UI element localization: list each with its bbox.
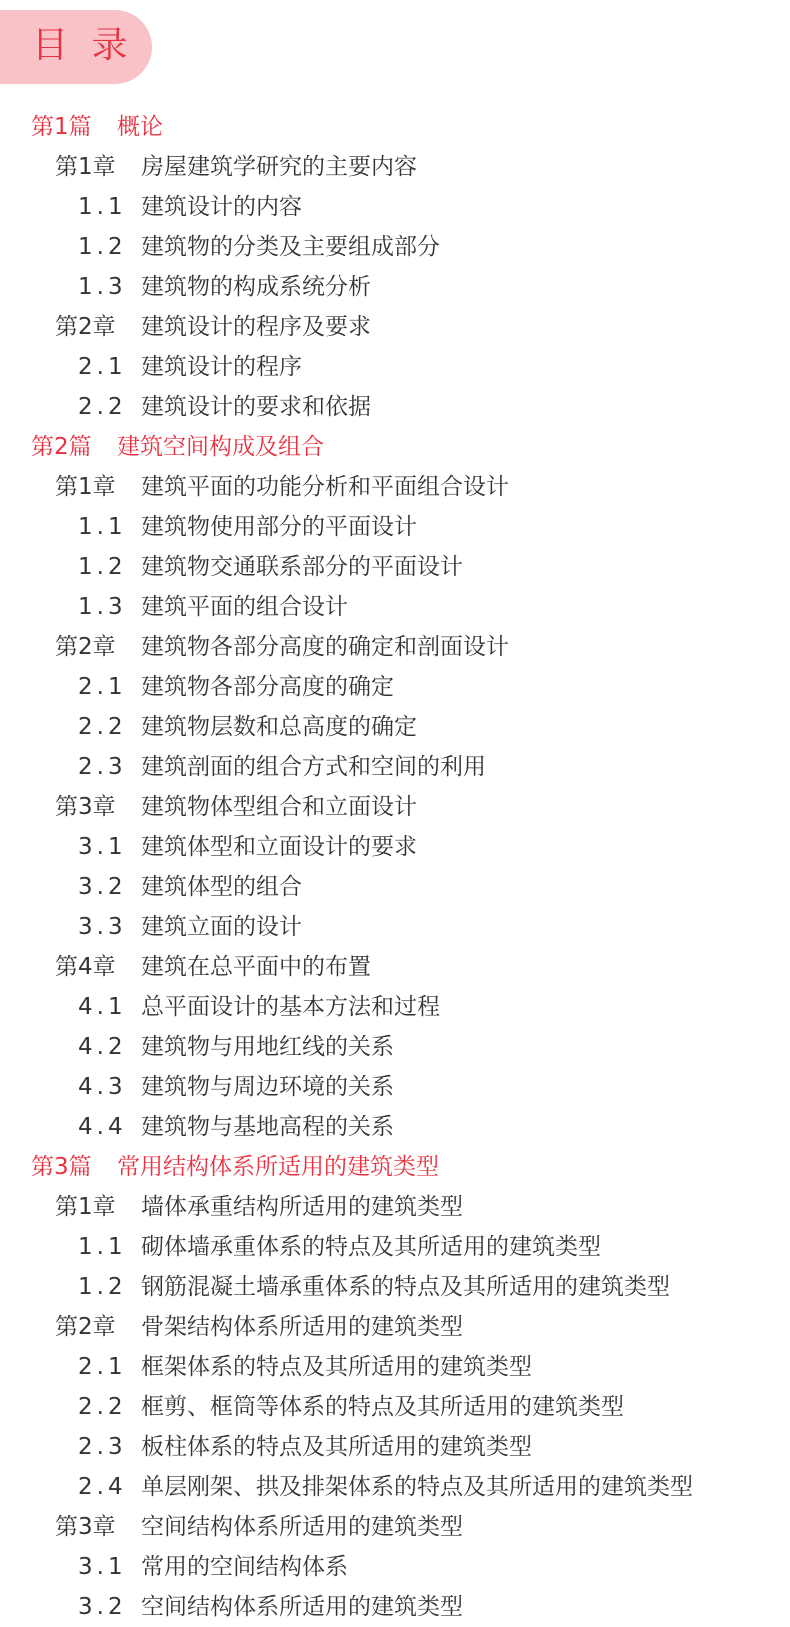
toc-entry-number: 第2章 (55, 1314, 116, 1340)
toc-entry-number: 1.2 (78, 234, 127, 260)
toc-section-entry[interactable] (0, 227, 790, 267)
toc-entry-number: 3.1 (78, 1554, 127, 1580)
toc-section-entry[interactable] (0, 827, 790, 867)
toc-section-entry[interactable] (0, 667, 790, 707)
toc-section-entry[interactable] (0, 1587, 790, 1627)
toc-entry-title: 建筑平面的功能分析和平面组合设计 (141, 474, 509, 500)
toc-section-entry[interactable] (0, 867, 790, 907)
toc-entry-title: 建筑立面的设计 (141, 914, 302, 940)
toc-entry-number: 第3章 (55, 794, 116, 820)
toc-entry-number: 2.3 (78, 754, 127, 780)
toc-entry-number: 第1篇 (31, 114, 92, 140)
toc-section-entry[interactable] (0, 347, 790, 387)
toc-chapter-entry[interactable] (0, 627, 790, 667)
toc-entry-title: 建筑设计的内容 (141, 194, 302, 220)
toc-entry-title: 建筑设计的程序 (141, 354, 302, 380)
toc-entry-title: 建筑物层数和总高度的确定 (141, 714, 417, 740)
toc-entry-title: 框剪、框筒等体系的特点及其所适用的建筑类型 (141, 1394, 624, 1420)
toc-section-entry[interactable] (0, 1227, 790, 1267)
toc-entry-title: 建筑物与用地红线的关系 (141, 1034, 394, 1060)
toc-part-entry[interactable] (0, 1147, 790, 1187)
toc-section-entry[interactable] (0, 707, 790, 747)
toc-entry-number: 第2篇 (31, 434, 92, 460)
toc-entry-title: 建筑物与周边环境的关系 (141, 1074, 394, 1100)
toc-entry-number: 1.2 (78, 1274, 127, 1300)
toc-section-entry[interactable] (0, 1027, 790, 1067)
toc-entry-title: 建筑物各部分高度的确定和剖面设计 (141, 634, 509, 660)
toc-part-entry[interactable] (0, 107, 790, 147)
toc-entry-number: 第3篇 (31, 1154, 92, 1180)
toc-entry-title: 建筑体型和立面设计的要求 (141, 834, 417, 860)
toc-entry-title: 常用的空间结构体系 (141, 1554, 348, 1580)
toc-section-entry[interactable] (0, 1467, 790, 1507)
toc-section-entry[interactable] (0, 1067, 790, 1107)
toc-entry-number: 1.2 (78, 554, 127, 580)
toc-section-entry[interactable] (0, 1347, 790, 1387)
toc-entry-number: 第3章 (55, 1514, 116, 1540)
toc-entry-title: 建筑物各部分高度的确定 (141, 674, 394, 700)
toc-section-entry[interactable] (0, 907, 790, 947)
toc-part-entry[interactable] (0, 427, 790, 467)
toc-chapter-entry[interactable] (0, 307, 790, 347)
toc-entry-number: 第2章 (55, 314, 116, 340)
toc-section-entry[interactable] (0, 1427, 790, 1467)
toc-section-entry[interactable] (0, 1547, 790, 1587)
toc-chapter-entry[interactable] (0, 147, 790, 187)
toc-entry-number: 4.2 (78, 1034, 127, 1060)
toc-entry-title: 骨架结构体系所适用的建筑类型 (141, 1314, 463, 1340)
toc-entry-title: 砌体墙承重体系的特点及其所适用的建筑类型 (141, 1234, 601, 1260)
toc-entry-number: 1.3 (78, 594, 127, 620)
toc-entry-title: 建筑空间构成及组合 (117, 434, 324, 460)
toc-entry-number: 第4章 (55, 954, 116, 980)
toc-entry-number: 3.3 (78, 914, 127, 940)
toc-section-entry[interactable] (0, 587, 790, 627)
toc-entry-number: 3.2 (78, 1594, 127, 1620)
toc-entry-title: 房屋建筑学研究的主要内容 (141, 154, 417, 180)
toc-entry-title: 单层刚架、拱及排架体系的特点及其所适用的建筑类型 (141, 1474, 693, 1500)
toc-entry-number: 4.3 (78, 1074, 127, 1100)
toc-entry-number: 4.1 (78, 994, 127, 1020)
toc-section-entry[interactable] (0, 187, 790, 227)
toc-entry-number: 2.2 (78, 1394, 127, 1420)
toc-chapter-entry[interactable] (0, 1307, 790, 1347)
toc-entry-title: 建筑体型的组合 (141, 874, 302, 900)
toc-entry-number: 2.4 (78, 1474, 127, 1500)
toc-entry-number: 2.1 (78, 354, 127, 380)
toc-entry-title: 建筑在总平面中的布置 (141, 954, 371, 980)
toc-entry-number: 2.1 (78, 674, 127, 700)
toc-entry-title: 建筑设计的程序及要求 (141, 314, 371, 340)
toc-entry-title: 建筑物的分类及主要组成部分 (141, 234, 440, 260)
toc-entry-title: 建筑剖面的组合方式和空间的利用 (141, 754, 486, 780)
toc-entry-number: 1.1 (78, 514, 127, 540)
toc-section-entry[interactable] (0, 507, 790, 547)
toc-entry-number: 第1章 (55, 1194, 116, 1220)
toc-entry-title: 建筑物与基地高程的关系 (141, 1114, 394, 1140)
toc-entry-number: 2.2 (78, 714, 127, 740)
toc-entry-title: 空间结构体系所适用的建筑类型 (141, 1514, 463, 1540)
toc-entry-title: 总平面设计的基本方法和过程 (141, 994, 440, 1020)
toc-entry-number: 3.1 (78, 834, 127, 860)
toc-heading: 目 录 (32, 25, 134, 66)
toc-entry-title: 概论 (117, 114, 163, 140)
toc-entry-title: 框架体系的特点及其所适用的建筑类型 (141, 1354, 532, 1380)
toc-section-entry[interactable] (0, 747, 790, 787)
toc-chapter-entry[interactable] (0, 467, 790, 507)
toc-entry-number: 1.1 (78, 194, 127, 220)
toc-entry-title: 空间结构体系所适用的建筑类型 (141, 1594, 463, 1620)
toc-entry-number: 2.2 (78, 394, 127, 420)
toc-chapter-entry[interactable] (0, 947, 790, 987)
toc-chapter-entry[interactable] (0, 1507, 790, 1547)
toc-entry-number: 4.4 (78, 1114, 127, 1140)
toc-entry-number: 1.3 (78, 274, 127, 300)
toc-chapter-entry[interactable] (0, 787, 790, 827)
toc-entry-title: 建筑物的构成系统分析 (141, 274, 371, 300)
toc-entry-number: 1.1 (78, 1234, 127, 1260)
toc-section-entry[interactable] (0, 267, 790, 307)
toc-section-entry[interactable] (0, 1107, 790, 1147)
toc-entry-title: 板柱体系的特点及其所适用的建筑类型 (141, 1434, 532, 1460)
toc-section-entry[interactable] (0, 987, 790, 1027)
toc-entry-title: 钢筋混凝土墙承重体系的特点及其所适用的建筑类型 (141, 1274, 670, 1300)
table-of-contents (0, 107, 790, 1627)
toc-entry-number: 3.2 (78, 874, 127, 900)
toc-entry-title: 建筑物使用部分的平面设计 (141, 514, 417, 540)
toc-section-entry[interactable] (0, 547, 790, 587)
toc-entry-title: 建筑设计的要求和依据 (141, 394, 371, 420)
toc-entry-number: 2.1 (78, 1354, 127, 1380)
toc-entry-title: 建筑平面的组合设计 (141, 594, 348, 620)
toc-entry-title: 建筑物体型组合和立面设计 (141, 794, 417, 820)
toc-entry-number: 第2章 (55, 634, 116, 660)
toc-entry-number: 第1章 (55, 474, 116, 500)
toc-entry-number: 第1章 (55, 154, 116, 180)
toc-section-entry[interactable] (0, 1387, 790, 1427)
toc-section-entry[interactable] (0, 1267, 790, 1307)
toc-chapter-entry[interactable] (0, 1187, 790, 1227)
toc-entry-title: 建筑物交通联系部分的平面设计 (141, 554, 463, 580)
toc-section-entry[interactable] (0, 387, 790, 427)
toc-entry-title: 常用结构体系所适用的建筑类型 (117, 1154, 439, 1180)
toc-entry-title: 墙体承重结构所适用的建筑类型 (141, 1194, 463, 1220)
toc-entry-number: 2.3 (78, 1434, 127, 1460)
